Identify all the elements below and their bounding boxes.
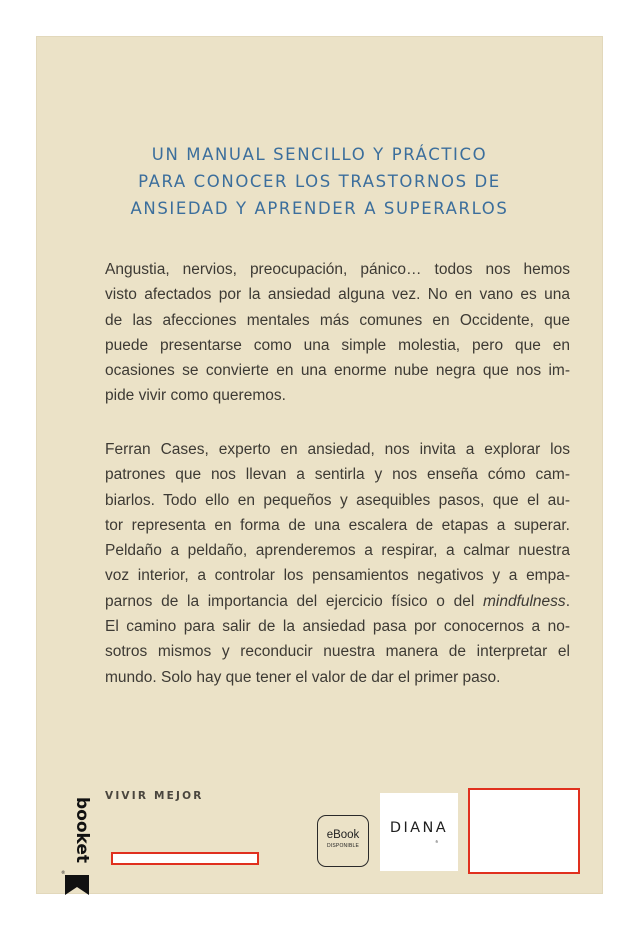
- text-line: pide vivir como queremos.: [105, 387, 286, 405]
- ebook-badge-label: eBook: [326, 829, 360, 841]
- diana-logo-text: DIANA: [389, 820, 449, 836]
- text-line: tor representa en forma de una escalera de etapas a superar.: [105, 516, 570, 534]
- diana-trademark: ®: [435, 840, 439, 844]
- synopsis-paragraph-2: [105, 437, 570, 690]
- synopsis-paragraph-1: [105, 257, 570, 409]
- text-line: puede presentarse como una simple molestia, pero que en: [105, 336, 570, 354]
- redacted-text-box: [111, 852, 259, 865]
- text-line: voz interior, a controlar los pensamientos negativos y a empa-: [105, 567, 570, 585]
- text-segment: .: [565, 592, 570, 610]
- text-line-with-italic: [105, 589, 570, 614]
- text-segment: parnos de la importancia del ejercicio físico o del: [105, 592, 483, 610]
- text-line: visto afectados por la ansiedad alguna vez. No en vano es una: [105, 286, 570, 304]
- text-line: El camino para salir de la ansiedad pasa por conocernos a no-: [105, 618, 570, 636]
- book-back-cover: [37, 37, 602, 893]
- tagline-line: PARA CONOCER LOS TRASTORNOS DE: [138, 172, 501, 191]
- booket-flag-shape: [65, 875, 89, 895]
- italic-term: mindfulness: [482, 592, 566, 610]
- text-line: sotros mismos y reconducir nuestra manera de interpretar el: [105, 643, 570, 661]
- text-line: patrones que nos llevan a sentirla y nos enseña cómo cam-: [105, 466, 570, 484]
- tagline: [37, 141, 602, 222]
- text-line: mundo. Solo hay que tener el valor de dar el primer paso.: [105, 668, 501, 686]
- text-line: Peldaño a peldaño, aprenderemos a respirar, a calmar nuestra: [105, 542, 570, 560]
- booket-logo: [57, 789, 97, 899]
- series-label: VIVIR MEJOR: [105, 790, 204, 802]
- ebook-badge: [317, 815, 369, 867]
- tagline-line: UN MANUAL SENCILLO Y PRÁCTICO: [151, 145, 488, 164]
- text-line: Ferran Cases, experto en ansiedad, nos invita a explorar los: [105, 441, 570, 458]
- redacted-barcode-box: [468, 788, 580, 874]
- text-line: de las afecciones mentales más comunes en Occidente, que: [105, 311, 570, 329]
- tagline-line: ANSIEDAD Y APRENDER A SUPERARLOS: [130, 199, 509, 218]
- text-line: ocasiones se convierte en una enorme nube negra que nos im-: [105, 362, 570, 380]
- booket-trademark: ®: [61, 871, 66, 876]
- diana-publisher-logo: [380, 793, 458, 871]
- booket-logo-text: booket: [72, 797, 92, 864]
- text-line: Angustia, nervios, preocupación, pánico… todos nos hemos: [105, 261, 570, 278]
- ebook-badge-sublabel: DISPONIBLE: [326, 843, 359, 849]
- text-line: biarlos. Todo ello en pequeños y asequibles pasos, que el au-: [105, 491, 570, 509]
